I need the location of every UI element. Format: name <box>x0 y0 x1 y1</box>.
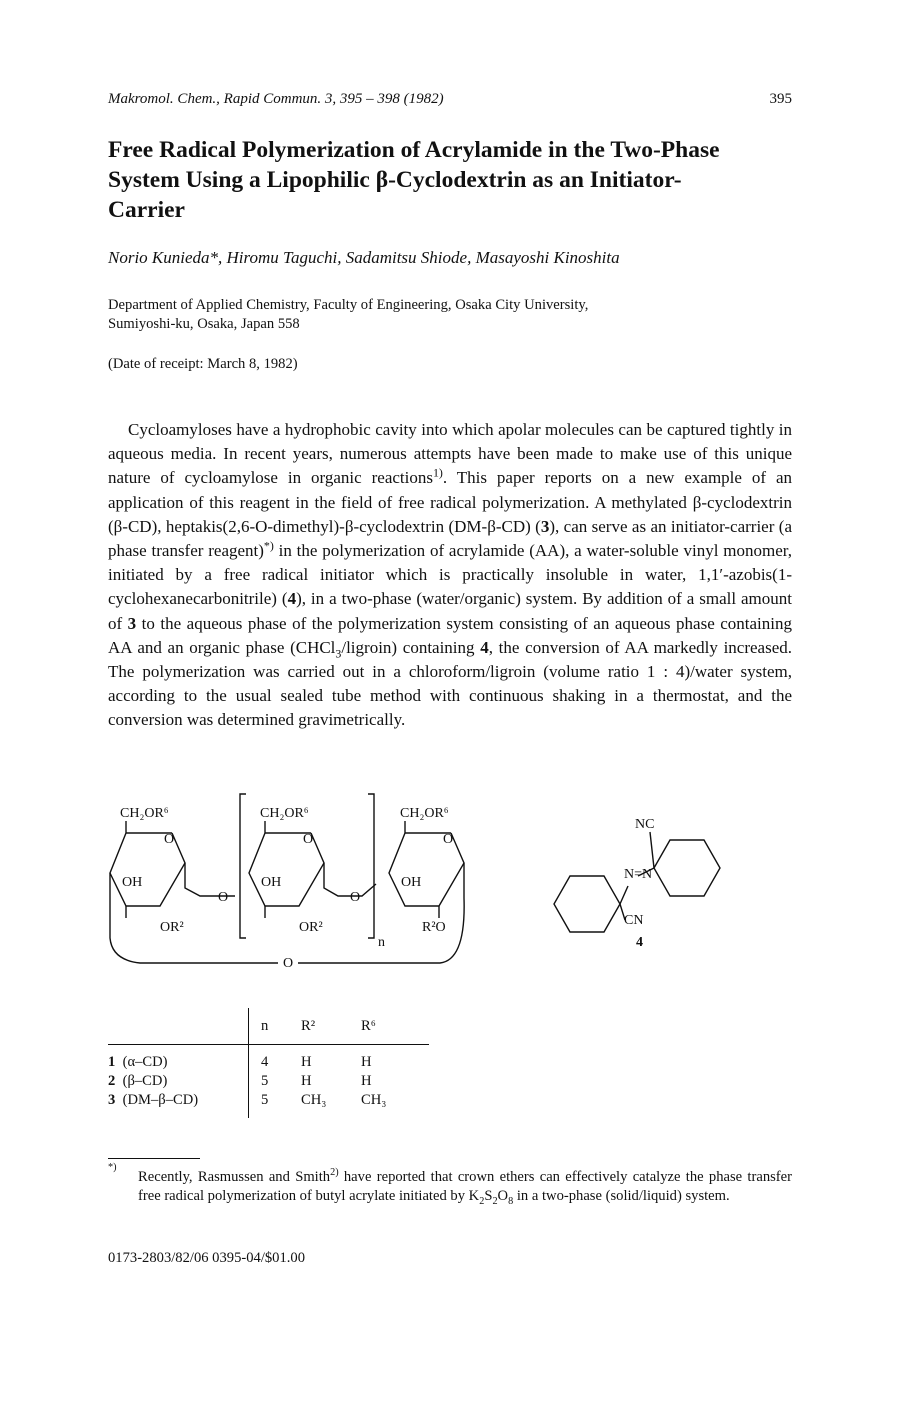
body-text: ), in a two-phase (water/organic) system. By addition of a small amount of <box>108 589 793 633</box>
header-cell: R⁶ <box>361 1008 429 1045</box>
header-cell: R² <box>301 1008 361 1045</box>
compound-number: 4 <box>480 637 489 657</box>
compound-number: 3 <box>127 613 137 633</box>
table-cell: CH₃ <box>361 1092 387 1108</box>
compound-number: 2 <box>108 1073 116 1089</box>
footnote-text: S <box>484 1188 493 1204</box>
table-header-row <box>108 1008 429 1045</box>
compound-name: (α–CD) <box>122 1054 168 1070</box>
compound-table <box>108 1008 429 1118</box>
issn-code: 0173-2803/82/06 0395-04/$01.00 <box>108 1250 306 1266</box>
oxygen-label: O <box>350 890 361 905</box>
ring-bond <box>439 863 464 918</box>
table-cell: 4 <box>261 1054 269 1070</box>
title-line: System Using a Lipophilic β-Cyclodextrin as an Initiator- <box>108 167 682 193</box>
nitrile-label: CN <box>624 913 644 928</box>
journal-citation: Makromol. Chem., Rapid Commun. 3, 395 – 398 (1982) <box>108 91 444 107</box>
author-list: Norio Kunieda*, Hiromu Taguchi, Sadamitsu Shiode, Masayoshi Kinoshita <box>108 248 620 267</box>
subscript: 2 <box>479 1195 485 1207</box>
body-text: /ligroin) containing <box>341 637 481 657</box>
affiliation <box>108 296 788 334</box>
table-cell: H <box>301 1054 312 1070</box>
compound-label: 4 <box>636 935 643 950</box>
footnote-text: Recently, Rasmussen and Smith <box>138 1169 331 1185</box>
oxygen-label: O <box>443 832 454 847</box>
bracket-right <box>368 794 374 938</box>
subscript: 3 <box>335 646 342 661</box>
body-paragraph <box>108 418 792 733</box>
footnote-text: have reported that crown ethers can effectively catalyze the phase transfer free radical polymerization of butyl acrylate initiated by K <box>138 1169 792 1204</box>
body-text: . This paper reports on a new example of an application of this reagent in the field of free radical polymerization. A methylated β-cyclodextrin (β-CD), heptakis(2,6-O-dimethyl)-β-cyclodextrin (DM-β-CD) ( <box>108 468 792 536</box>
table-cell: H <box>361 1073 372 1089</box>
footnote-text: in a two-phase (solid/liquid) system. <box>513 1188 730 1204</box>
substituent-label: CH₂OR⁶ <box>400 806 449 821</box>
oxygen-label: O <box>164 832 175 847</box>
substituent-label: R²O <box>422 920 446 935</box>
body-text: to the aqueous phase of the polymerization system consisting of an aqueous phase containing AA and an organic phase (CHCl <box>108 613 792 657</box>
table-cell: H <box>361 1054 372 1070</box>
footnote-text: O <box>497 1188 509 1204</box>
reference-marker: 1) <box>432 465 443 480</box>
reference-marker: 2) <box>330 1167 339 1179</box>
table-row <box>108 1091 429 1118</box>
affiliation-line: Sumiyoshi-ku, Osaka, Japan 558 <box>108 316 300 332</box>
footnote-divider <box>108 1158 200 1159</box>
hydroxyl-label: OH <box>261 875 282 890</box>
table-cell: CH₃ <box>301 1092 327 1108</box>
subscript: 8 <box>508 1195 514 1207</box>
azo-label: N=N <box>624 867 653 882</box>
cyclohexane-ring-lower <box>554 876 620 932</box>
bracket-left <box>240 794 246 938</box>
oxygen-label: O <box>303 832 314 847</box>
cyclohexane-ring-upper <box>654 840 720 896</box>
compound-name: (β–CD) <box>122 1073 168 1089</box>
table-row <box>108 1072 429 1091</box>
compound-number: 4 <box>287 589 297 609</box>
compound-number: 3 <box>108 1092 116 1108</box>
oxygen-label: O <box>283 956 294 971</box>
table-row <box>108 1045 429 1073</box>
body-text: , the conversion of AA markedly increased. The polymerization was carried out in a chloroform/ligroin (volume ratio 1 : 4)/water system, according to the usual sealed tube method with continuous shaking in a thermostat, and the conversion was determined gravimetrically. <box>108 637 792 730</box>
table-cell: 5 <box>261 1073 269 1089</box>
body-text: ), can serve as an initiator-carrier (a phase transfer reagent) <box>108 516 792 561</box>
header-cell: n <box>249 1008 302 1045</box>
substituent-label: OR² <box>160 920 184 935</box>
title-line: Carrier <box>108 197 185 223</box>
footnote-marker: *) <box>263 538 274 553</box>
chemical-structure-figure <box>100 788 740 973</box>
nitrile-label: NC <box>635 817 655 832</box>
body-text: Cycloamyloses have a hydrophobic cavity into which apolar molecules can be captured tightly in aqueous media. In recent years, numerous attempts have been made to make use of this unique nature of cycloamylose in organic reactions <box>108 420 792 488</box>
body-text: in the polymerization of acrylamide (AA), a water-soluble vinyl monomer, initiated by a free radical initiator which is practically insoluble in water, 1,1′-azobis(1-cyclohexanecarbonitrile) ( <box>108 541 792 609</box>
hydroxyl-label: OH <box>122 875 143 890</box>
substituent-label: CH₂OR⁶ <box>260 806 309 821</box>
compound-number: 1 <box>108 1054 116 1070</box>
footnote: *) Recently, Rasmussen and Smith$^{2)}$ have reported that crown ethers can effectively catalyze the phase transfer free radical polymerization of butyl acrylate initiated by $K_2S_2O_8$ in a two-phase (solid/liquid) system. <box>108 1162 792 1207</box>
substituent-label: CH₂OR⁶ <box>120 806 169 821</box>
table-cell: H <box>301 1073 312 1089</box>
paper-title <box>108 135 798 225</box>
running-head <box>108 91 792 108</box>
hydroxyl-label: OH <box>401 875 422 890</box>
oxygen-label: O <box>218 890 229 905</box>
table-cell: 5 <box>261 1092 269 1108</box>
substituent-label: OR² <box>299 920 323 935</box>
title-line: Free Radical Polymerization of Acrylamide in the Two-Phase <box>108 137 720 163</box>
repeat-count-label: n <box>378 935 385 950</box>
compound-number: 3 <box>540 516 550 536</box>
compound-name: (DM–β–CD) <box>122 1092 199 1108</box>
subscript: 2 <box>492 1195 498 1207</box>
receipt-date: (Date of receipt: March 8, 1982) <box>108 356 298 372</box>
affiliation-line: Department of Applied Chemistry, Faculty of Engineering, Osaka City University, <box>108 297 589 313</box>
page-number: 395 <box>769 91 792 107</box>
